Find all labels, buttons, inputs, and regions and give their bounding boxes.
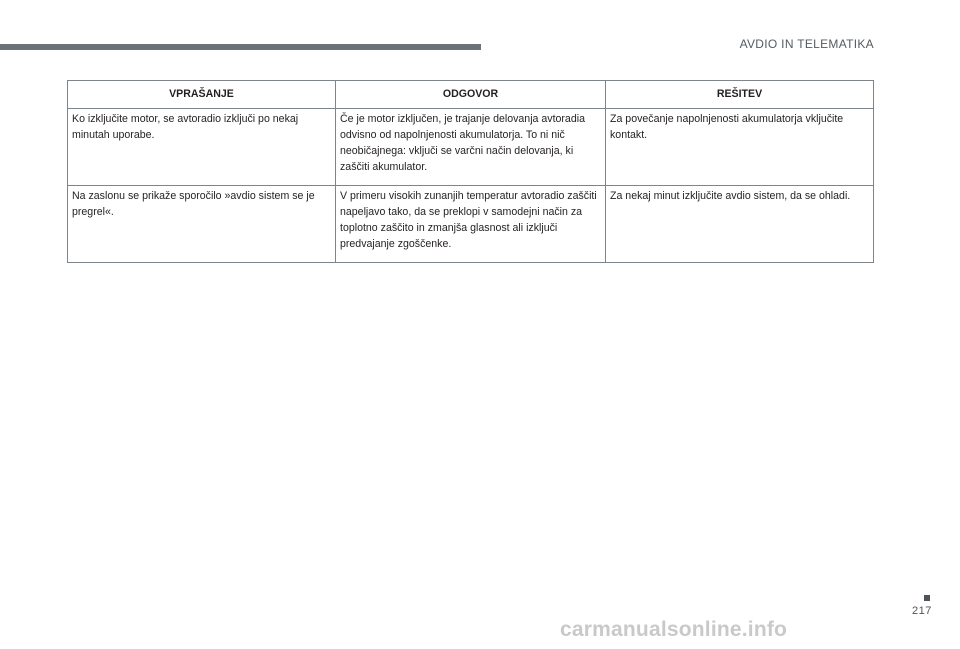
solution-cell: Za nekaj minut izključite avdio sistem, da se ohladi. [606, 186, 874, 263]
page-marker [924, 595, 930, 601]
answer-cell: Če je motor izključen, je trajanje delovanja avtoradia odvisno od napolnjenosti akumulatorja. To ni nič neobičajnega: vključi se varčni način delovanja, ki zaščiti akumulator. [336, 109, 606, 186]
answer-cell: V primeru visokih zunanjih temperatur avtoradio zaščiti napeljavo tako, da se preklopi v samodejni način za toplotno zaščito in zmanjša glasnost ali izključi predvajanje zgoščenke. [336, 186, 606, 263]
table-row [68, 186, 874, 263]
column-header-answer: ODGOVOR [336, 81, 606, 109]
solution-cell: Za povečanje napolnjenosti akumulatorja vključite kontakt. [606, 109, 874, 186]
section-title: AVDIO IN TELEMATIKA [739, 37, 874, 51]
watermark: carmanualsonline.info [560, 618, 788, 641]
table-row [68, 109, 874, 186]
page-number: 217 [912, 605, 932, 617]
column-header-question: VPRAŠANJE [68, 81, 336, 109]
column-header-solution: REŠITEV [606, 81, 874, 109]
question-cell: Na zaslonu se prikaže sporočilo »avdio sistem se je pregrel«. [68, 186, 336, 263]
troubleshooting-table [67, 80, 874, 263]
header-accent-bar [0, 44, 481, 50]
question-cell: Ko izključite motor, se avtoradio izključi po nekaj minutah uporabe. [68, 109, 336, 186]
table-header-row [68, 81, 874, 109]
